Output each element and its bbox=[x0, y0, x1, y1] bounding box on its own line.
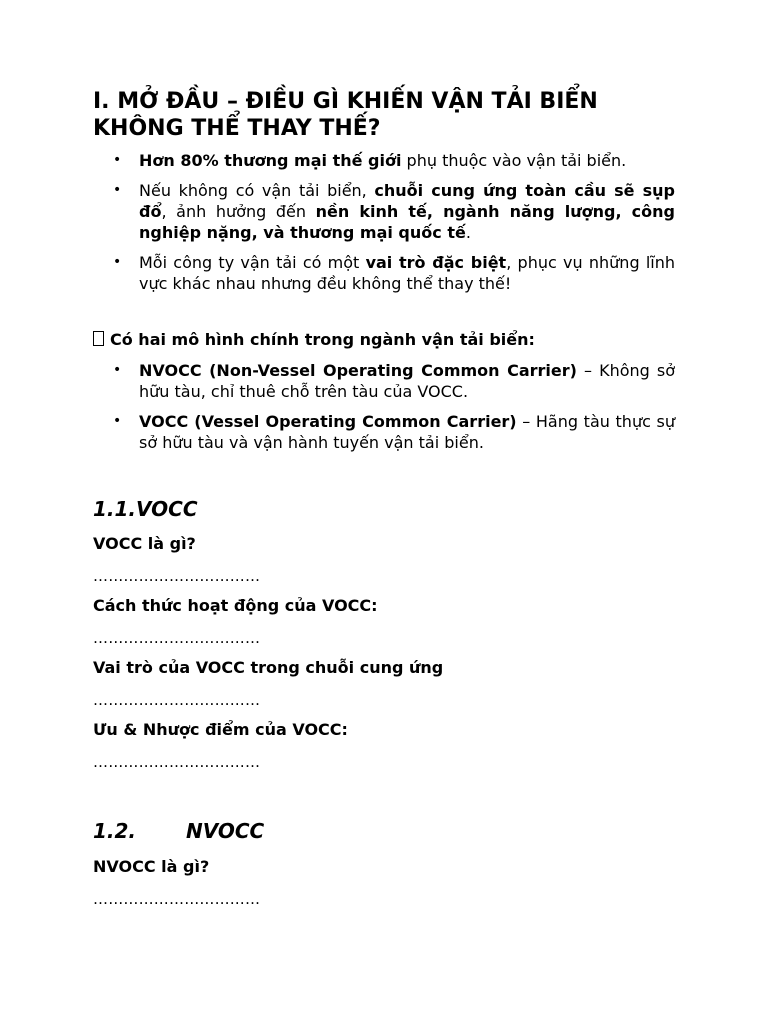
list-item bbox=[93, 180, 675, 243]
bold-text: Hơn 80% thương mại thế giới bbox=[139, 151, 402, 170]
text: – Hãng tàu thực sự sở hữu tàu và vận hành tuyến vận tải biển. bbox=[139, 412, 675, 452]
models-heading-text: Có hai mô hình chính trong ngành vận tải biển: bbox=[110, 330, 535, 349]
bullet-icon: • bbox=[113, 152, 122, 168]
bold-text: NVOCC (Non-Vessel Operating Common Carrier) bbox=[139, 361, 577, 380]
text: Mỗi công ty vận tải có một bbox=[139, 253, 366, 272]
models-heading bbox=[93, 329, 535, 350]
list-item bbox=[93, 411, 675, 453]
intro-bullet-list bbox=[93, 150, 675, 294]
question-label: Vai trò của VOCC trong chuỗi cung ứng bbox=[93, 658, 444, 677]
bullet-icon: • bbox=[113, 362, 122, 378]
answer-placeholder: …………………………… bbox=[93, 567, 261, 585]
models-bullet-list bbox=[93, 360, 675, 453]
answer-placeholder: …………………………… bbox=[93, 890, 261, 908]
bullet-icon: • bbox=[113, 413, 122, 429]
answer-placeholder: …………………………… bbox=[93, 753, 261, 771]
checkbox-icon bbox=[93, 331, 104, 346]
section-title-vocc: 1.1.VOCC bbox=[93, 497, 198, 521]
text: , ảnh hưởng đến bbox=[161, 202, 316, 221]
text: , phục vụ những lĩnh vực khác nhau nhưng đều không thể thay thế! bbox=[139, 253, 676, 293]
bullet-icon: • bbox=[113, 254, 122, 270]
section-title-text: NVOCC bbox=[186, 819, 265, 843]
list-item bbox=[93, 150, 675, 171]
page-title: I. MỞ ĐẦU – ĐIỀU GÌ KHIẾN VẬN TẢI BIỂN KHÔNG THỂ THAY THẾ? bbox=[93, 89, 598, 141]
question-label: Ưu & Nhược điểm của VOCC: bbox=[93, 720, 348, 739]
bold-text: nền kinh tế, ngành năng lượng, công nghiệp nặng, và thương mại quốc tế bbox=[139, 202, 675, 242]
answer-placeholder: …………………………… bbox=[93, 629, 261, 647]
text: Nếu không có vận tải biển, bbox=[139, 181, 375, 200]
question-label: VOCC là gì? bbox=[93, 534, 196, 553]
section-title-nvocc bbox=[93, 819, 264, 843]
list-item bbox=[93, 252, 675, 294]
text: – Không sở hữu tàu, chỉ thuê chỗ trên tàu của VOCC. bbox=[139, 361, 675, 401]
answer-placeholder: …………………………… bbox=[93, 691, 261, 709]
question-label: Cách thức hoạt động của VOCC: bbox=[93, 596, 378, 615]
bold-text: vai trò đặc biệt bbox=[365, 253, 507, 272]
bold-text: VOCC (Vessel Operating Common Carrier) bbox=[139, 412, 517, 431]
list-item bbox=[93, 360, 675, 402]
bold-text: chuỗi cung ứng toàn cầu sẽ sụp đổ bbox=[139, 181, 676, 221]
section-number: 1.2. bbox=[93, 819, 137, 843]
text: phụ thuộc vào vận tải biển. bbox=[401, 151, 627, 170]
text: . bbox=[465, 223, 471, 242]
bullet-icon: • bbox=[113, 182, 122, 198]
question-label: NVOCC là gì? bbox=[93, 857, 210, 876]
